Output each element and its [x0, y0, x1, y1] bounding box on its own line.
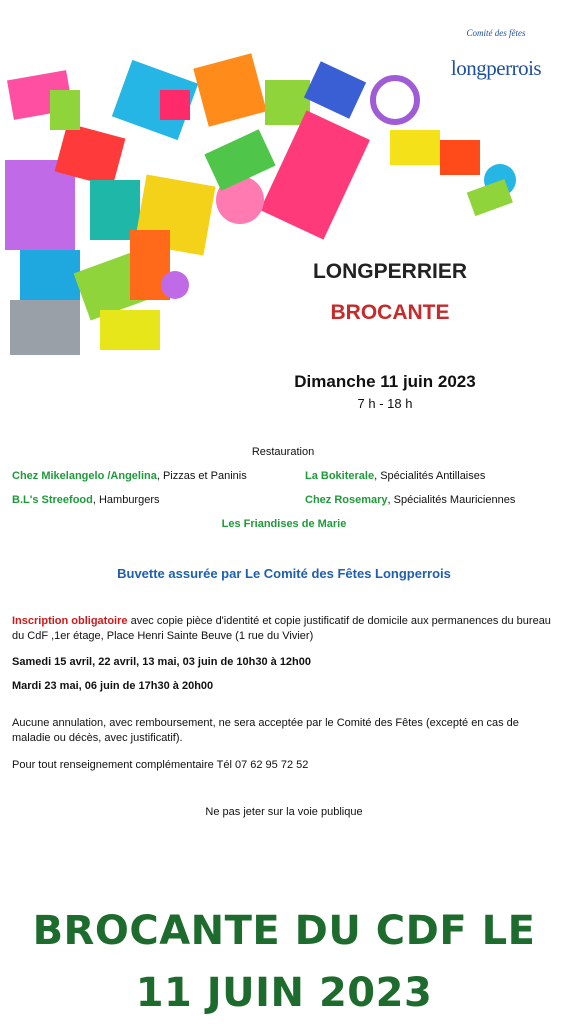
- vendor-desc: , Spécialités Mauriciennes: [387, 494, 516, 506]
- event-date: Dimanche 11 juin 2023: [294, 372, 476, 391]
- vendor-item: [0, 518, 568, 530]
- vendor-item: [12, 494, 160, 506]
- vendor-desc: , Pizzas et Paninis: [156, 470, 247, 482]
- schedule-saturday: Samedi 15 avril, 22 avril, 13 mai, 03 juin de 10h30 à 12h00: [12, 656, 312, 668]
- vendor-item: [305, 470, 485, 482]
- poster-city-title: LONGPERRIER: [312, 260, 467, 283]
- buvette-notice: Buvette assurée par Le Comité des Fêtes Longperrois: [117, 566, 451, 581]
- comite-des-fetes-logo: [440, 22, 552, 102]
- footer-note: Ne pas jeter sur la voie publique: [205, 806, 363, 818]
- vendor-desc: , Hamburgers: [92, 494, 160, 506]
- vendor-item: [305, 494, 515, 506]
- event-hours: 7 h - 18 h: [357, 396, 413, 411]
- inscription-paragraph: [12, 614, 552, 644]
- cancellation-notice: Aucune annulation, avec remboursement, ne sera acceptée par le Comité des Fêtes (excepté en cas de maladie ou décès, avec justificatif).: [12, 717, 519, 744]
- vendor-name: Chez Rosemary: [305, 494, 388, 506]
- inscription-highlight: Inscription obligatoire: [12, 615, 128, 627]
- vendor-name: Les Friandises de Marie: [221, 518, 347, 530]
- vendor-item: [12, 470, 247, 482]
- logo-city-text: longperrois: [450, 56, 542, 80]
- poster-event-title: BROCANTE: [330, 301, 450, 324]
- logo-committee-text: Comité des fêtes: [466, 28, 526, 38]
- vendor-name: Chez Mikelangelo /Angelina: [12, 470, 157, 482]
- post-caption: BROCANTE DU CDF LE 11 JUIN 2023: [32, 908, 536, 1016]
- inscription-text: avec copie pièce d'identité et copie justificatif de domicile aux permanences du bureau du CdF ,1er étage, Place Henri Sainte Beuve (1 rue du Vivier): [12, 615, 551, 642]
- vendor-name: La Bokiterale: [305, 470, 375, 482]
- vendor-name: B.L's Streefood: [12, 494, 93, 506]
- schedule-tuesday: Mardi 23 mai, 06 juin de 17h30 à 20h00: [12, 680, 214, 692]
- vendor-desc: , Spécialités Antillaises: [374, 470, 486, 482]
- contact-info: Pour tout renseignement complémentaire Tél 07 62 95 72 52: [12, 759, 309, 771]
- restauration-heading: Restauration: [251, 446, 315, 458]
